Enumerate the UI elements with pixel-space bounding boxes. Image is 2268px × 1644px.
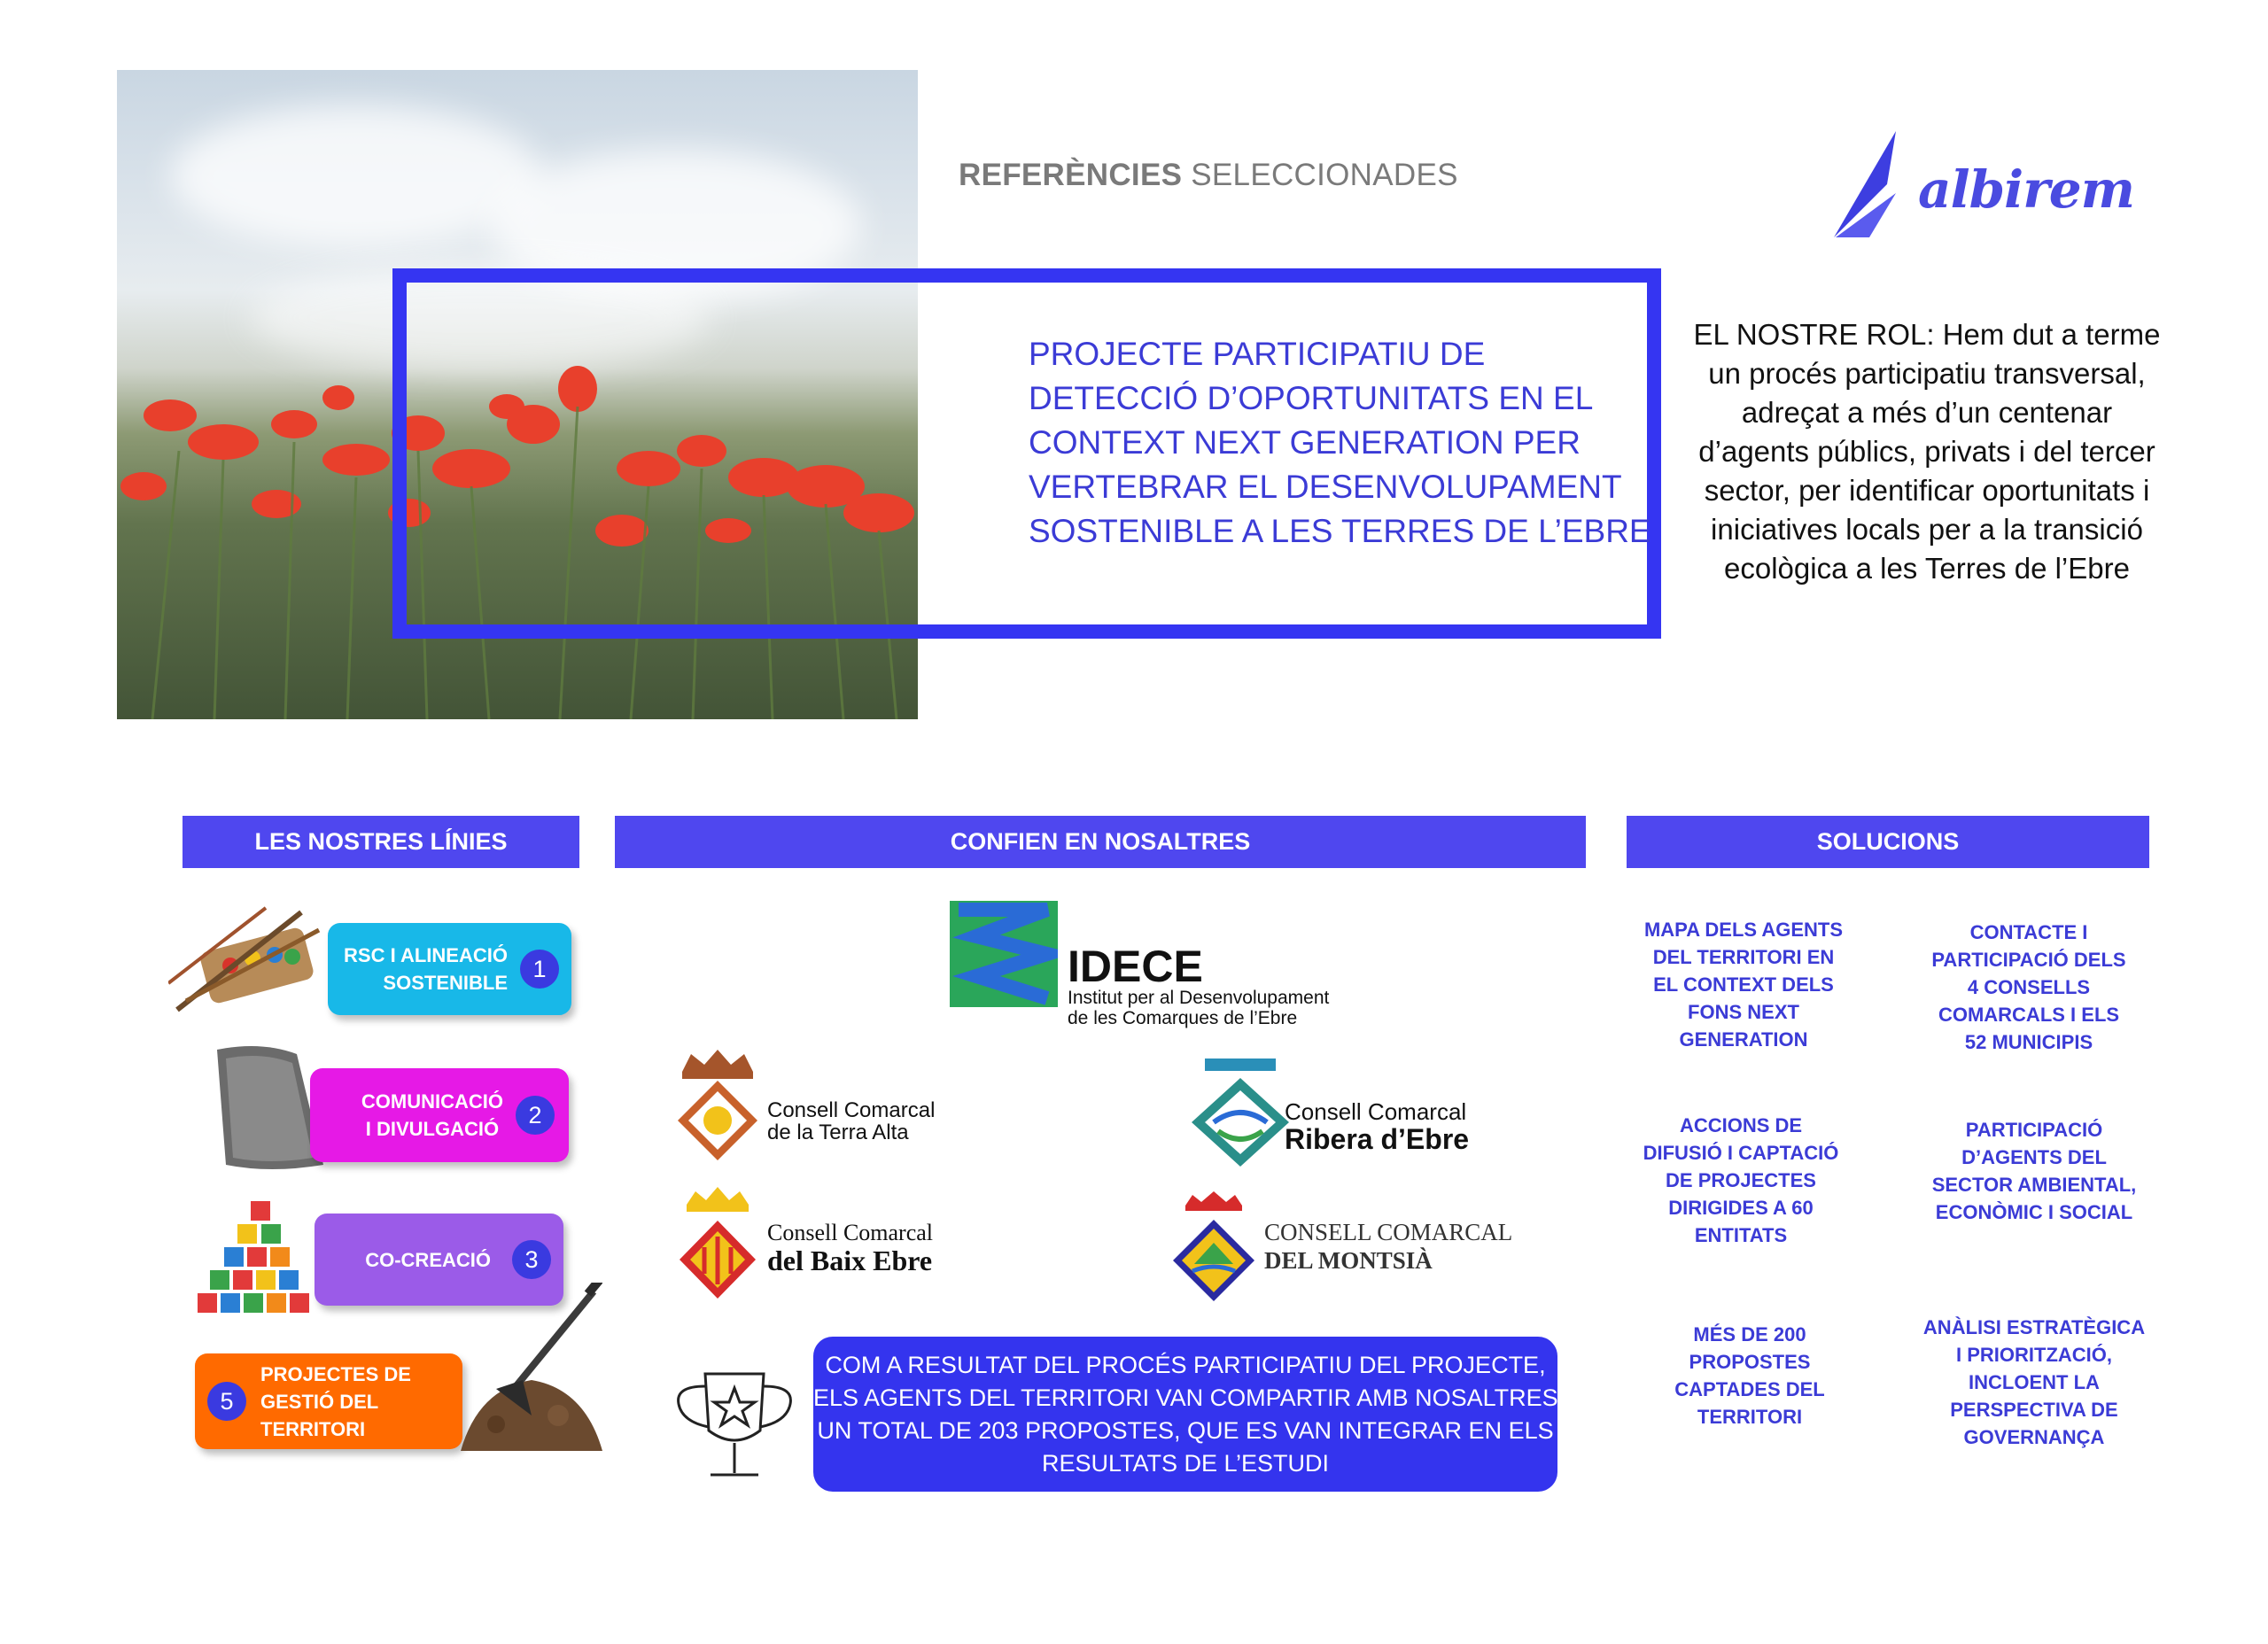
baix-ebre-name: Consell Comarcal del Baix Ebre <box>767 1220 934 1276</box>
references-heading: REFERÈNCIES SELECCIONADES <box>959 158 1458 192</box>
solution-item: PARTICIPACIÓ D’AGENTS DEL SECTOR AMBIENTAL, ECONÒMIC I SOCIAL <box>1931 1119 2137 1223</box>
colored-blocks-illustration <box>197 1200 330 1315</box>
result-summary-box: COM A RESULTAT DEL PROCÉS PARTICIPATIU DEL PROJECTE, ELS AGENTS DEL TERRITORI VAN COMPARTIR AMB NOSALTRES UN TOTAL DE 203 PROPOSTES, QUE ES VAN INTEGRAR EN ELS RESULTATS DE L’ESTUDI <box>813 1337 1557 1492</box>
solution-item: MÉS DE 200 PROPOSTES CAPTADES DEL TERRITORI <box>1674 1323 1825 1428</box>
montsia-coat-of-arms <box>1169 1191 1258 1307</box>
terra-alta-name: Consell Comarcal de la Terra Alta <box>767 1098 936 1144</box>
project-title: PROJECTE PARTICIPATIU DE DETECCIÓ D’OPORTUNITATS EN EL CONTEXT NEXT GENERATION PER VERTEBRAR EL DESENVOLUPAMENT SOSTENIBLE A LES TERRES DE L’EBRE <box>1029 336 1651 549</box>
terra-alta-coat-of-arms <box>673 1045 762 1165</box>
ribera-ebre-name: Consell Comarcal Ribera d’Ebre <box>1285 1098 1470 1155</box>
line-item-territory: 5 PROJECTES DE GESTIÓ DEL TERRITORI <box>195 1353 462 1449</box>
line-number-badge: 2 <box>516 1096 555 1135</box>
line-item-cocreation: CO-CREACIÓ 3 <box>315 1214 563 1306</box>
line-item-communication: COMUNICACIÓ I DIVULGACIÓ 2 <box>310 1068 569 1162</box>
baix-ebre-coat-of-arms <box>678 1187 757 1302</box>
ribera-ebre-coat-of-arms <box>1187 1059 1293 1169</box>
line-number-badge: 5 <box>207 1382 246 1421</box>
lines-section-header: LES NOSTRES LÍNIES <box>183 816 579 868</box>
trust-section-header: CONFIEN EN NOSALTRES <box>615 816 1586 868</box>
idece-logo-mark <box>950 901 1058 1007</box>
solution-item: ANÀLISI ESTRATÈGICA I PRIORITZACIÓ, INCLOENT LA PERSPECTIVA DE GOVERNANÇA <box>1922 1316 2146 1448</box>
line-number-badge: 3 <box>512 1240 551 1279</box>
paint-palette-illustration <box>168 903 337 1019</box>
montsia-name: CONSELL COMARCAL DEL MONTSIÀ <box>1264 1219 1513 1274</box>
solutions-section-header: SOLUCIONS <box>1627 816 2149 868</box>
idece-subtitle: Institut per al Desenvolupament de les Comarques de l’Ebre <box>1068 988 1330 1028</box>
line-item-csr: RSC I ALINEACIÓ SOSTENIBLE 1 <box>328 923 571 1015</box>
trophy-icon <box>672 1369 797 1484</box>
solution-item: CONTACTE I PARTICIPACIÓ DELS 4 CONSELLS COMARCALS I ELS 52 MUNICIPIS <box>1931 921 2126 1053</box>
solution-item: MAPA DELS AGENTS DEL TERRITORI EN EL CONTEXT DELS FONS NEXT GENERATION <box>1643 919 1844 1051</box>
idece-name: IDECE <box>1068 942 1203 991</box>
solution-item: ACCIONS DE DIFUSIÓ I CAPTACIÓ DE PROJECTES DIRIGIDES A 60 ENTITATS <box>1643 1114 1839 1246</box>
our-role-text: EL NOSTRE ROL: Hem dut a terme un procés participatiu transversal, adreçat a més d’un centenar d’agents públics, privats i del tercer sector, per identificar oportunitats i iniciatives locals per a la transició ecològica a les Terres de l’Ebre <box>1693 318 2161 585</box>
shovel-soil-illustration <box>461 1283 602 1451</box>
albirem-logo-text: albirem <box>1918 159 2135 220</box>
line-number-badge: 1 <box>520 950 559 989</box>
